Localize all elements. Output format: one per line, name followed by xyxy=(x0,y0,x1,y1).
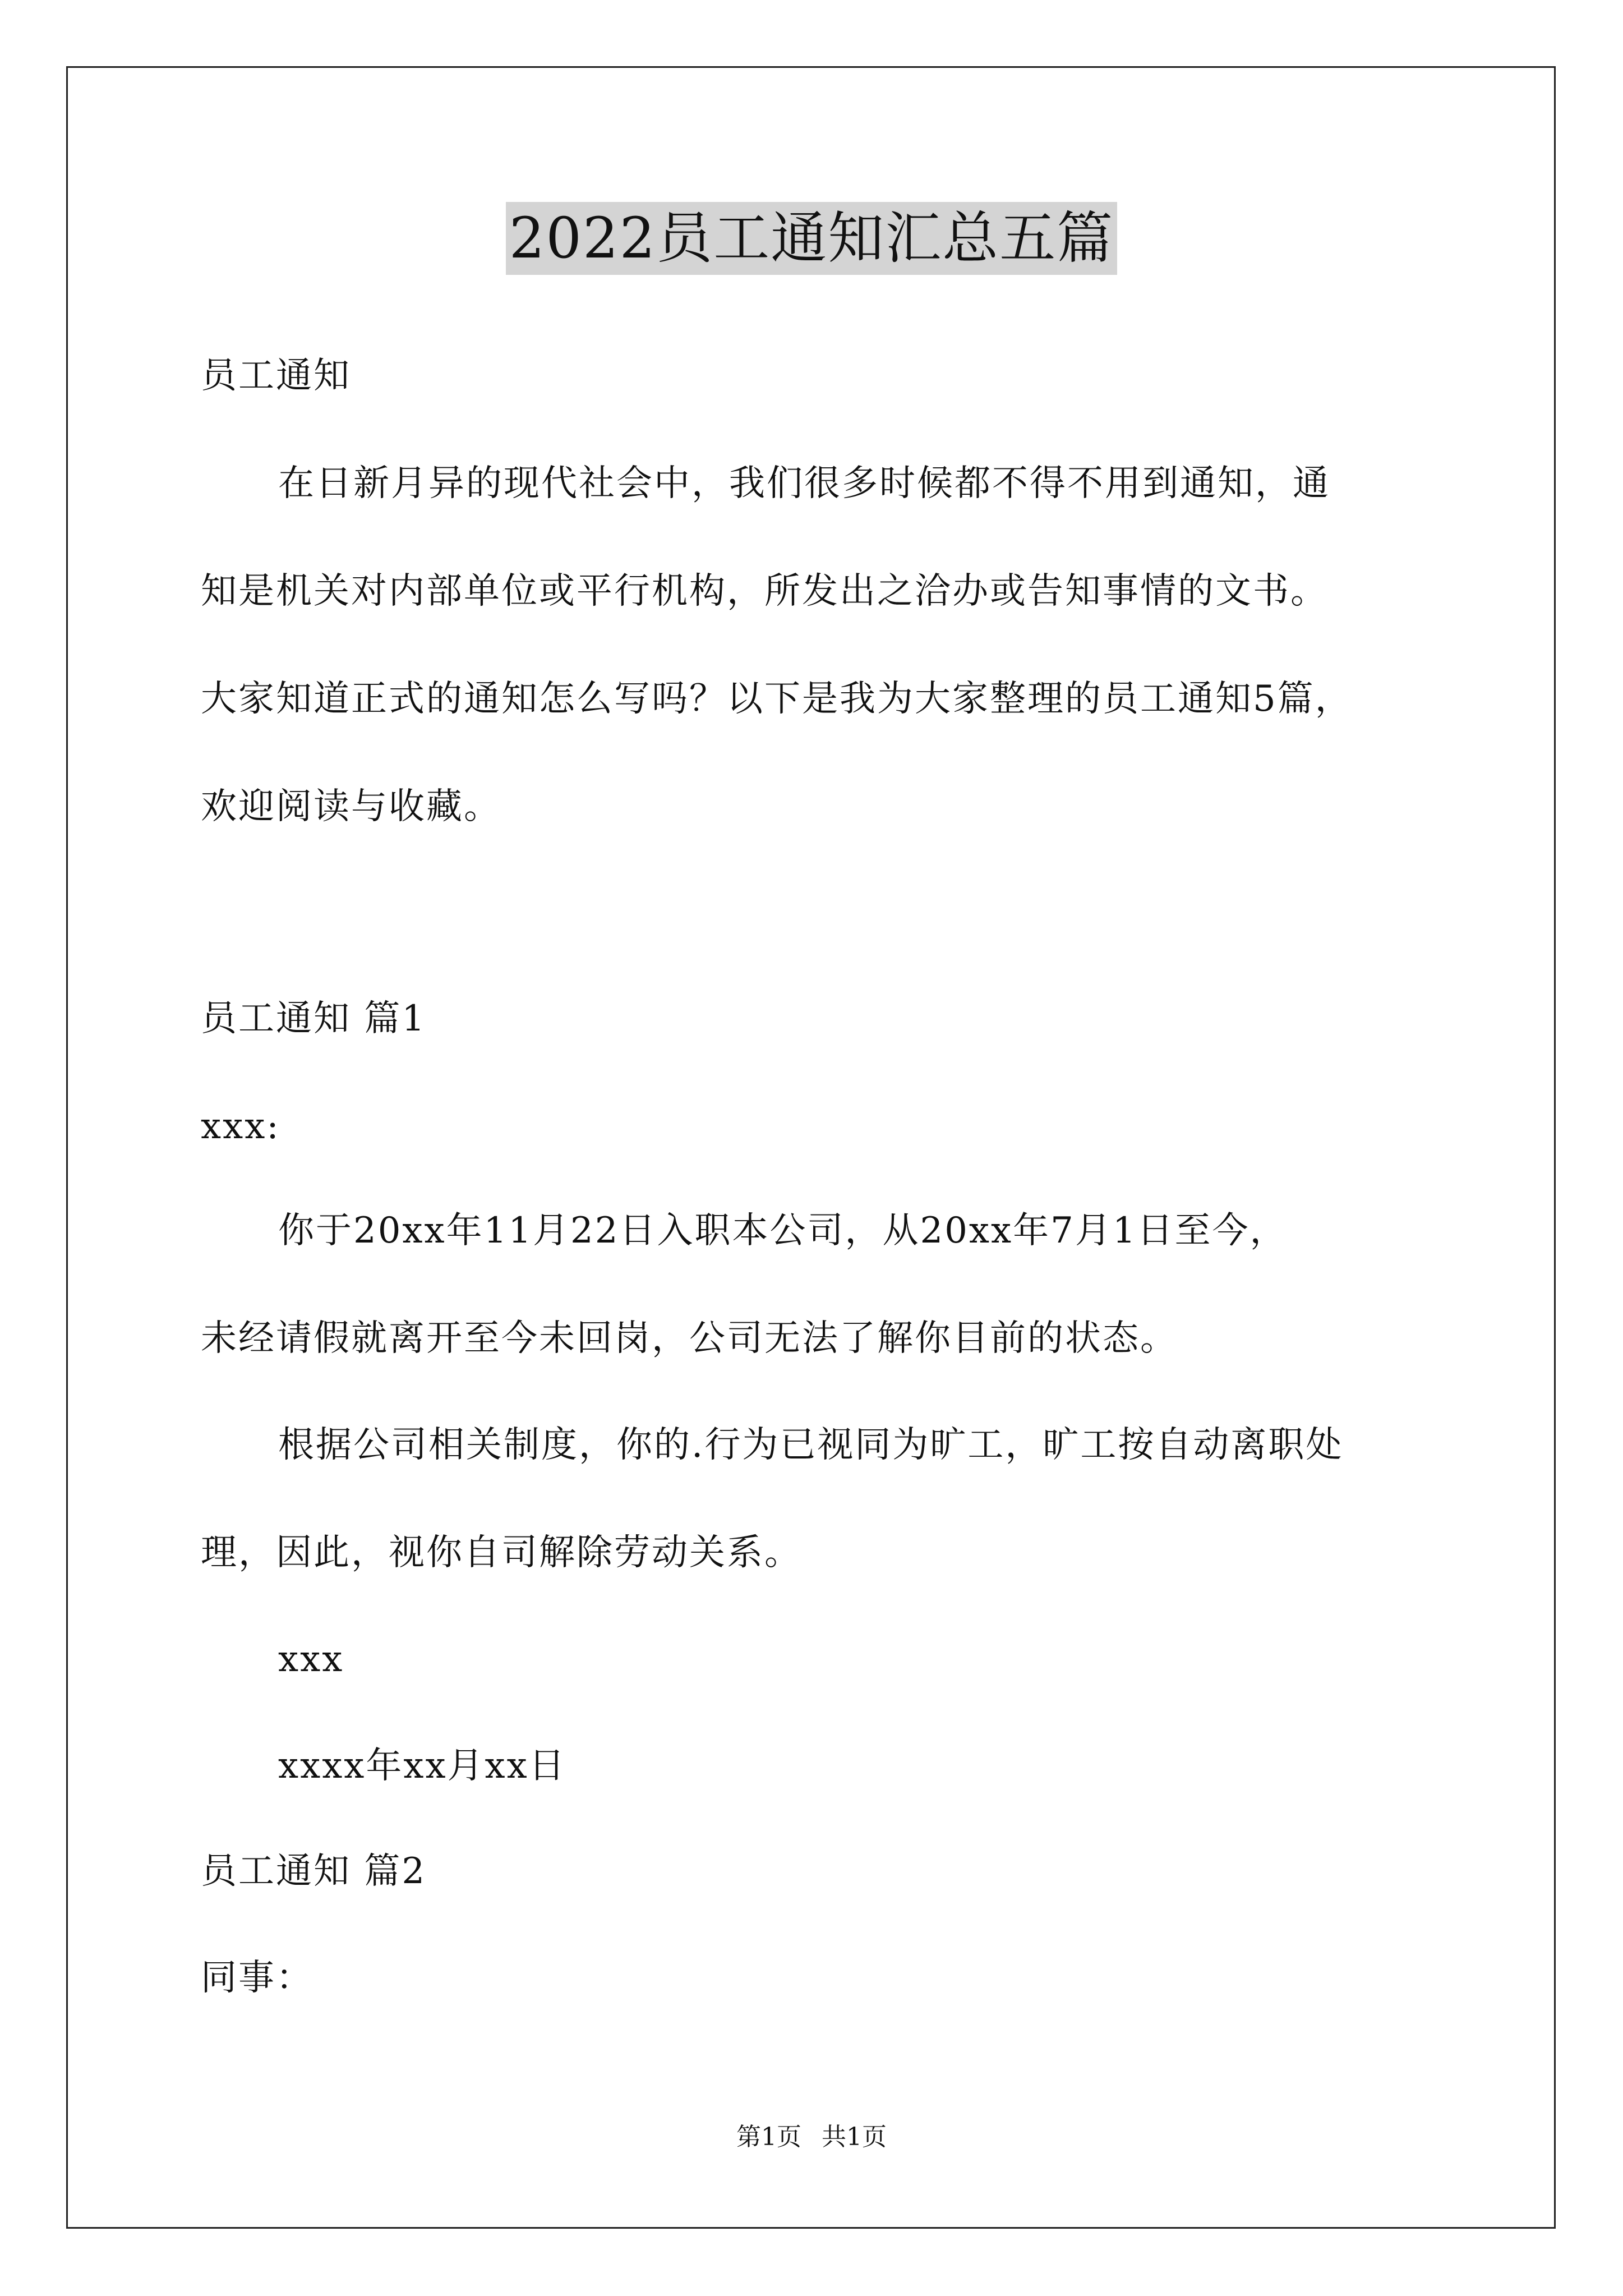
section1-paragraph-line: 根据公司相关制度，你的.行为已视同为旷工，旷工按自动离职处 xyxy=(278,1424,1344,1466)
section1-signature: xxx xyxy=(278,1639,344,1680)
section1-date: xxxx年xx月xx日 xyxy=(278,1745,566,1787)
title-container xyxy=(0,202,1623,275)
section1-paragraph-line: 理，因此，视你自司解除劳动关系。 xyxy=(201,1532,802,1573)
section1-paragraph-line: 你于20xx年11月22日入职本公司，从20xx年7月1日至今， xyxy=(278,1210,1288,1251)
intro-line: 在日新月异的现代社会中，我们很多时候都不得不用到通知，通 xyxy=(278,463,1330,504)
intro-heading: 员工通知 xyxy=(201,355,351,397)
section2-salutation: 同事： xyxy=(201,1957,313,1999)
section1-heading: 员工通知 篇1 xyxy=(201,998,427,1039)
page-footer xyxy=(0,2120,1623,2154)
document-title: 2022员工通知汇总五篇 xyxy=(506,202,1118,275)
section1-paragraph-line: 未经请假就离开至今未回岗，公司无法了解你目前的状态。 xyxy=(201,1318,1178,1359)
section1-salutation: xxx: xyxy=(201,1106,280,1147)
section2-heading: 员工通知 篇2 xyxy=(201,1851,427,1892)
intro-line: 知是机关对内部单位或平行机构，所发出之洽办或告知事情的文书。 xyxy=(201,570,1328,612)
page-total: 共1页 xyxy=(822,2123,887,2151)
page-number: 第1页 xyxy=(736,2123,801,2151)
intro-line: 大家知道正式的通知怎么写吗？以下是我为大家整理的员工通知5篇， xyxy=(201,678,1353,720)
intro-line: 欢迎阅读与收藏。 xyxy=(201,786,501,827)
